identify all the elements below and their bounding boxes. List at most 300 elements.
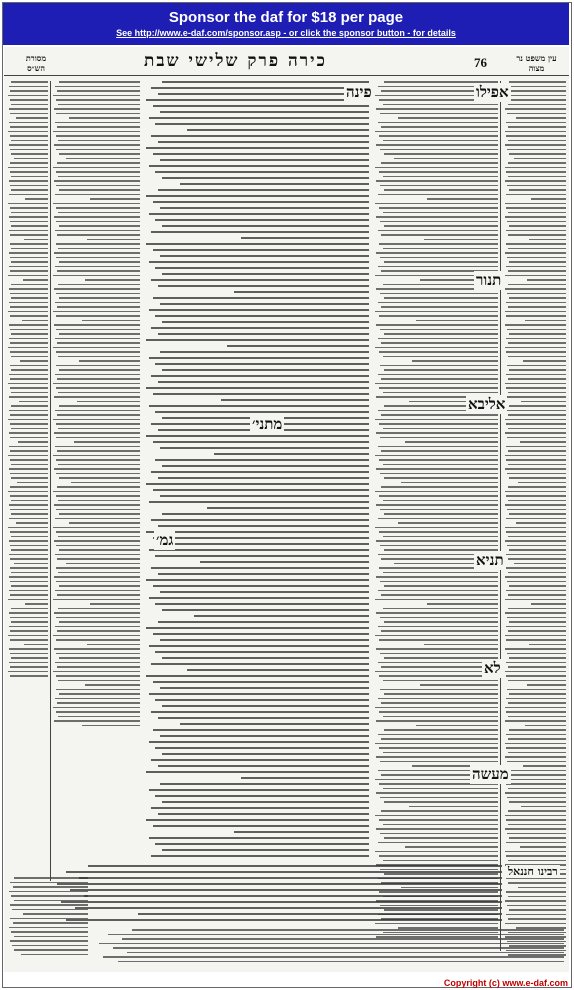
text-line [20, 360, 48, 362]
text-line [509, 297, 566, 299]
text-line [53, 167, 140, 169]
text-line [376, 612, 498, 614]
text-line [10, 329, 48, 331]
text-line [378, 734, 498, 736]
text-line [151, 663, 369, 665]
text-line [11, 895, 88, 897]
text-line [506, 662, 566, 664]
text-line [508, 860, 566, 862]
text-line [59, 621, 140, 623]
text-line [384, 657, 498, 659]
text-line [59, 297, 140, 299]
text-line [17, 482, 48, 484]
text-line [508, 680, 566, 682]
text-line [509, 729, 566, 731]
text-line [383, 536, 498, 538]
text-line [9, 554, 48, 556]
text-line [508, 716, 566, 718]
text-line [376, 720, 498, 722]
text-line [56, 639, 140, 641]
text-line [416, 320, 498, 322]
text-line [401, 482, 498, 484]
text-line [77, 401, 140, 403]
text-line [149, 261, 370, 263]
text-line [10, 414, 48, 416]
text-line [23, 913, 88, 915]
text-line [10, 450, 48, 452]
text-line [158, 813, 370, 815]
text-line [531, 198, 566, 200]
text-line [506, 207, 566, 209]
text-line [19, 401, 48, 403]
text-line [158, 573, 370, 575]
text-line [10, 473, 48, 475]
text-line [10, 653, 48, 655]
text-line [57, 342, 140, 344]
text-line [505, 131, 566, 133]
text-line [394, 158, 498, 160]
text-line [505, 180, 566, 182]
text-line [507, 365, 566, 367]
text-line [507, 797, 566, 799]
text-line [162, 609, 369, 611]
text-line [146, 387, 369, 389]
text-line [506, 266, 566, 268]
text-line [505, 203, 566, 205]
text-line [11, 405, 48, 407]
text-line [162, 273, 369, 275]
text-line [380, 257, 498, 259]
text-line [507, 473, 566, 475]
text-line [379, 171, 498, 173]
text-line [10, 306, 48, 308]
text-line [54, 612, 140, 614]
text-line [375, 527, 498, 529]
text-line [506, 135, 566, 137]
bold-word: תנור [476, 271, 502, 289]
text-line [9, 144, 48, 146]
text-line [58, 356, 140, 358]
text-line [53, 383, 140, 385]
text-line [66, 871, 503, 873]
text-line [56, 509, 140, 511]
text-line [160, 687, 369, 689]
text-line [234, 831, 369, 833]
text-line [378, 230, 498, 232]
text-line [384, 621, 498, 623]
text-line [376, 252, 498, 254]
text-line [56, 99, 140, 101]
text-line [11, 392, 48, 394]
text-line [53, 95, 140, 97]
text-line [508, 104, 566, 106]
text-line [10, 630, 48, 632]
text-line [25, 603, 48, 605]
text-line [508, 90, 566, 92]
text-line [383, 752, 498, 754]
text-line [66, 158, 140, 160]
text-line [509, 477, 566, 479]
text-line [380, 653, 498, 655]
text-line [508, 342, 566, 344]
text-line [509, 657, 566, 659]
text-line [506, 855, 566, 857]
text-line [11, 549, 48, 551]
rabbeinu-chananel-heading: רבינו חננאל [508, 865, 558, 878]
text-line [508, 270, 566, 272]
text-line [11, 153, 48, 155]
header-rule [4, 75, 569, 76]
text-line [379, 675, 498, 677]
text-line [376, 108, 498, 110]
text-line [61, 901, 502, 903]
text-line [378, 122, 498, 124]
text-line [383, 248, 498, 250]
text-line [155, 411, 369, 413]
copyright-footer[interactable]: Copyright (c) www.e-daf.com [443, 978, 568, 988]
text-line [9, 540, 48, 542]
text-line [505, 491, 566, 493]
divider-right-margin [500, 81, 501, 951]
text-line [381, 486, 498, 488]
text-line [54, 720, 140, 722]
text-line [507, 581, 566, 583]
text-line [383, 572, 498, 574]
text-line [160, 543, 369, 545]
text-line [9, 410, 48, 412]
text-line [508, 774, 566, 776]
text-line [16, 522, 48, 524]
text-line [56, 329, 140, 331]
text-line [379, 207, 498, 209]
text-line [520, 846, 567, 848]
text-line [420, 684, 498, 686]
text-line [57, 414, 140, 416]
text-line [10, 486, 48, 488]
text-line [8, 383, 48, 385]
text-line [507, 761, 566, 763]
text-line [375, 347, 498, 349]
text-line [9, 396, 48, 398]
text-line [162, 753, 369, 755]
text-line [380, 761, 498, 763]
text-line [509, 189, 566, 191]
text-line [10, 904, 88, 906]
text-line [506, 590, 566, 592]
text-line [59, 585, 140, 587]
text-line [381, 810, 498, 812]
text-line [54, 432, 140, 434]
text-line [379, 315, 498, 317]
text-line [9, 518, 48, 520]
text-line [8, 131, 48, 133]
text-line [518, 887, 566, 889]
text-line [10, 437, 48, 439]
bold-word: אליבא [468, 395, 506, 413]
text-line [508, 414, 566, 416]
text-line [9, 230, 48, 232]
text-line [138, 913, 503, 915]
text-line [146, 147, 369, 149]
text-line [9, 194, 48, 196]
text-line [9, 576, 48, 578]
text-line [506, 567, 566, 569]
text-line [416, 725, 498, 727]
text-line [505, 707, 566, 709]
text-line [527, 684, 566, 686]
text-line [378, 626, 498, 628]
text-line [375, 815, 498, 817]
text-line [508, 392, 566, 394]
text-line [155, 171, 369, 173]
text-line [11, 356, 48, 358]
text-line [378, 662, 498, 664]
text-line [505, 383, 566, 385]
text-line [405, 441, 498, 443]
text-line [155, 651, 369, 653]
text-line [82, 725, 140, 727]
text-line [57, 666, 140, 668]
text-line [505, 252, 566, 254]
text-line [55, 374, 140, 376]
text-line [53, 455, 140, 457]
text-line [508, 666, 566, 668]
text-line [505, 527, 566, 529]
text-line [146, 195, 369, 197]
text-line [11, 225, 48, 227]
text-line [507, 149, 566, 151]
text-line [56, 293, 140, 295]
text-line [53, 275, 140, 277]
text-line [149, 405, 370, 407]
sponsor-banner[interactable] [3, 3, 569, 45]
text-line [10, 342, 48, 344]
text-line [8, 347, 48, 349]
text-line [507, 113, 566, 115]
text-line [508, 608, 566, 610]
text-line [158, 189, 370, 191]
text-line [56, 135, 140, 137]
text-line [200, 561, 369, 563]
text-line [56, 581, 140, 583]
text-line [508, 882, 566, 884]
text-line [10, 135, 48, 137]
text-line [380, 293, 498, 295]
text-line [376, 504, 498, 506]
text-line [506, 351, 566, 353]
text-line [11, 333, 48, 335]
text-line [58, 716, 140, 718]
text-line [376, 648, 498, 650]
text-line [57, 702, 140, 704]
text-line [381, 342, 498, 344]
text-line [58, 392, 140, 394]
text-line [384, 189, 498, 191]
text-line [59, 693, 140, 695]
text-line [160, 351, 369, 353]
text-line [10, 495, 48, 497]
text-line [505, 275, 566, 277]
text-line [508, 126, 566, 128]
text-line [383, 212, 498, 214]
text-line [11, 176, 48, 178]
text-line [57, 594, 140, 596]
text-line [71, 482, 140, 484]
text-line [59, 549, 140, 551]
text-line [508, 176, 566, 178]
text-line [151, 375, 369, 377]
text-line [58, 680, 140, 682]
text-line [10, 90, 48, 92]
text-line [8, 455, 48, 457]
text-line [23, 279, 48, 281]
bold-word: מעשה [472, 765, 509, 783]
text-line [505, 432, 566, 434]
text-line [151, 135, 369, 137]
mesoret-hashas-title: מסורת הש״ס [25, 53, 47, 73]
text-line [506, 459, 566, 461]
text-line [158, 285, 370, 287]
text-line [509, 369, 566, 371]
text-line [57, 270, 140, 272]
text-line [378, 842, 498, 844]
text-line [10, 257, 48, 259]
text-line [381, 162, 498, 164]
text-line [506, 891, 566, 893]
text-line [375, 851, 498, 853]
text-line [506, 842, 566, 844]
text-line [8, 491, 48, 493]
text-line [509, 621, 566, 623]
text-line [383, 392, 498, 394]
text-line [10, 162, 48, 164]
text-line [506, 86, 566, 88]
text-line [379, 423, 498, 425]
bold-word: פינה [346, 83, 372, 101]
rabbeinu-chananel-column [8, 877, 88, 962]
text-line [58, 212, 140, 214]
text-line [153, 585, 369, 587]
text-line [379, 495, 498, 497]
text-line [25, 198, 48, 200]
text-line [153, 729, 369, 731]
text-line [162, 657, 369, 659]
text-line [379, 711, 498, 713]
text-line [53, 671, 140, 673]
text-line [241, 777, 369, 779]
text-line [378, 518, 498, 520]
text-line [506, 639, 566, 641]
text-line [375, 671, 498, 673]
text-line [509, 261, 566, 263]
text-line [506, 374, 566, 376]
text-line [509, 333, 566, 335]
text-line [10, 113, 48, 115]
text-line [508, 428, 566, 430]
text-line [516, 117, 566, 119]
text-line [54, 396, 140, 398]
text-line [375, 743, 498, 745]
text-line [508, 702, 566, 704]
text-line [11, 657, 48, 659]
text-line [54, 324, 140, 326]
text-line [375, 311, 498, 313]
text-line [521, 806, 566, 808]
text-line [13, 886, 88, 888]
sponsor-link[interactable]: See http://www.e-daf.com/sponsor.asp - or click the sponsor button - for details [116, 28, 456, 38]
text-line [381, 594, 498, 596]
text-line [55, 446, 140, 448]
text-line [11, 572, 48, 574]
text-line [146, 483, 369, 485]
text-line [8, 311, 48, 313]
rashi-column [52, 81, 140, 731]
gemara-bottom-text [52, 865, 502, 925]
text-line [10, 315, 48, 317]
text-line [56, 545, 140, 547]
gemara-text [144, 81, 369, 861]
text-line [508, 464, 566, 466]
text-line [10, 149, 48, 151]
text-line [155, 795, 369, 797]
text-line [55, 338, 140, 340]
text-line [59, 657, 140, 659]
text-line [59, 261, 140, 263]
text-line [508, 918, 566, 920]
text-line [113, 947, 564, 949]
text-line [70, 889, 502, 891]
text-line [525, 320, 566, 322]
page-number: 76 [474, 55, 487, 70]
text-line [11, 477, 48, 479]
text-line [214, 453, 369, 455]
text-line [146, 675, 369, 677]
text-line [162, 465, 369, 467]
text-line [54, 180, 140, 182]
text-line [381, 738, 498, 740]
text-line [57, 558, 140, 560]
text-line [506, 518, 566, 520]
text-line [9, 590, 48, 592]
text-line [155, 459, 369, 461]
text-line [384, 477, 498, 479]
text-line [505, 144, 566, 146]
divider-left-margin [50, 81, 51, 881]
text-line [508, 378, 566, 380]
text-line [506, 531, 566, 533]
text-line [505, 455, 566, 457]
text-line [506, 387, 566, 389]
text-line [56, 689, 140, 691]
text-line [57, 450, 140, 452]
text-line [508, 306, 566, 308]
text-line [509, 405, 566, 407]
text-line [506, 171, 566, 173]
text-line [381, 306, 498, 308]
text-line [507, 329, 566, 331]
text-line [505, 635, 566, 637]
text-line [10, 617, 48, 619]
text-line [59, 513, 140, 515]
tosafot-column [374, 81, 498, 941]
text-line [376, 468, 498, 470]
text-line [10, 558, 48, 560]
text-line [10, 666, 48, 668]
text-line [10, 243, 48, 245]
text-line [153, 249, 369, 251]
text-line [24, 644, 48, 646]
text-line [527, 279, 566, 281]
